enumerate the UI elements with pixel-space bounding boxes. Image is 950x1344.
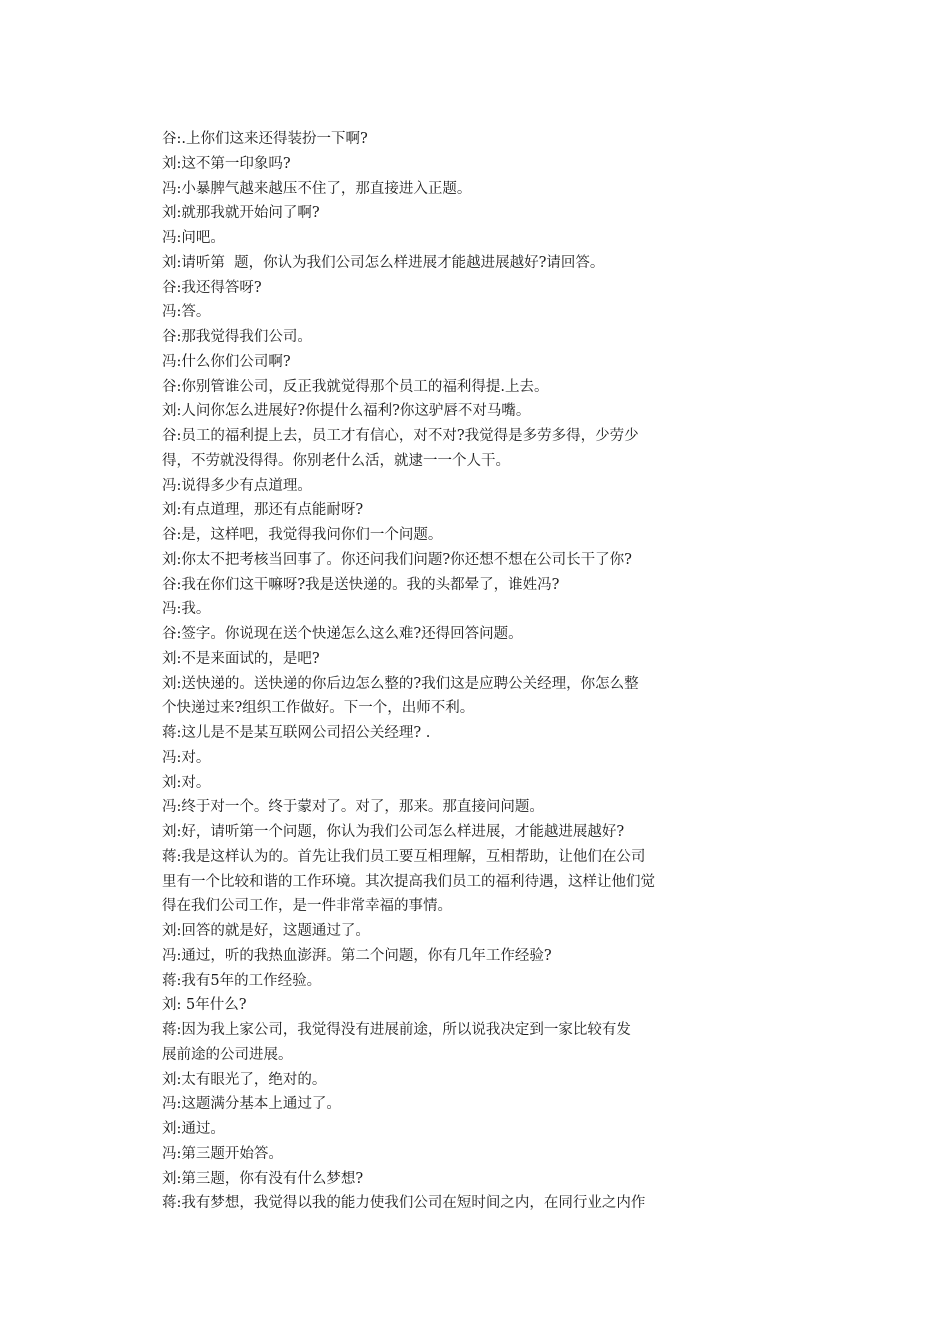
text-line: 冯:对。 [162,749,211,766]
text-line: 刘:回答的就是好，这题通过了。 [162,923,370,939]
text-line: 蒋:因为我上家公司，我觉得没有进展前途，所以说我决定到一家比较有发 [162,1022,631,1038]
text-line: 谷:签字。你说现在送个快递怎么这么难?还得回答问题。 [162,626,523,642]
text-line: 刘:请听第 题，你认为我们公司怎么样进展才能越进展越好?请回答。 [162,254,605,271]
text-line: 谷:我在你们这干嘛呀?我是送快递的。我的头都晕了，谁姓冯? [162,576,560,593]
text-line: 刘:你太不把考核当回事了。你还问我们问题?你还想不想在公司长干了你? [162,551,632,568]
text-line: 刘:太有眼光了，绝对的。 [162,1071,327,1088]
text-line: 刘:人问你怎么进展好?你提什么福利?你这驴唇不对马嘴。 [162,403,531,420]
text-line: 刘:第三题，你有没有什么梦想? [162,1170,364,1187]
text-line: 刘:有点道理，那还有点能耐呀? [162,502,364,519]
text-line: 刘:就那我就开始问了啊? [162,205,320,222]
text-line: 冯:问吧。 [162,230,225,246]
text-line: 展前途的公司进展。 [162,1046,293,1063]
text-line: 蒋:这儿是不是某互联网公司招公关经理? . [162,725,431,741]
text-line: 蒋:我有5年的工作经验。 [162,972,322,989]
text-line: 谷:.上你们这来还得装扮一下啊? [162,131,368,147]
text-line: 冯:通过，听的我热血澎湃。第二个问题，你有几年工作经验? [162,947,552,964]
text-line: 蒋:我有梦想，我觉得以我的能力使我们公司在短时间之内，在同行业之内作 [162,1195,646,1212]
text-line: 谷:那我觉得我们公司。 [162,329,312,345]
text-line: 谷:你别管谁公司，反正我就觉得那个员工的福利得提.上去。 [162,378,549,395]
text-line: 刘: 5年什么? [162,997,247,1014]
text-line: 冯:什么你们公司啊? [162,353,291,370]
text-line: 冯:小暴脾气越来越压不住了，那直接进入正题。 [162,180,472,197]
text-line: 谷:是，这样吧，我觉得我问你们一个问题。 [162,527,443,543]
text-line: 冯:这题满分基本上通过了。 [162,1096,341,1113]
text-line: 刘:这不第一印象吗? [162,155,291,172]
text-line: 刘:通过。 [162,1121,225,1137]
text-line: 得在我们公司工作，是一件非常幸福的事情。 [162,898,452,915]
text-line: 冯:终于对一个。终于蒙对了。对了，那来。那直接问问题。 [162,799,544,816]
text-line: 蒋:我是这样认为的。首先让我们员工要互相理解，互相帮助，让他们在公司 [162,848,646,865]
text-line: 谷:员工的福利提上去，员工才有信心，对不对?我觉得是多劳多得，少劳少 [162,428,639,444]
text-line: 刘:好，请听第一个问题，你认为我们公司怎么样进展，才能越进展越好? [162,824,625,840]
text-line: 冯:我。 [162,601,211,618]
text-line: 冯:第三题开始答。 [162,1145,283,1162]
text-line: 冯:说得多少有点道理。 [162,477,312,494]
dialogue-transcript [162,127,722,1216]
text-line: 冯:答。 [162,304,211,321]
text-line: 个快递过来?组织工作做好。下一个，出师不利。 [162,700,475,717]
text-line: 刘:对。 [162,774,211,791]
text-line: 里有一个比较和谐的工作环境。其次提高我们员工的福利待遇，这样让他们觉 [162,873,655,890]
text-line: 刘:送快递的。送快递的你后边怎么整的?我们这是应聘公关经理，你怎么整 [162,675,639,692]
text-line: 刘:不是来面试的，是吧? [162,650,320,667]
text-line: 谷:我还得答呀? [162,279,262,296]
text-line: 得，不劳就没得得。你别老什么活，就逮一一个人干。 [162,452,510,469]
